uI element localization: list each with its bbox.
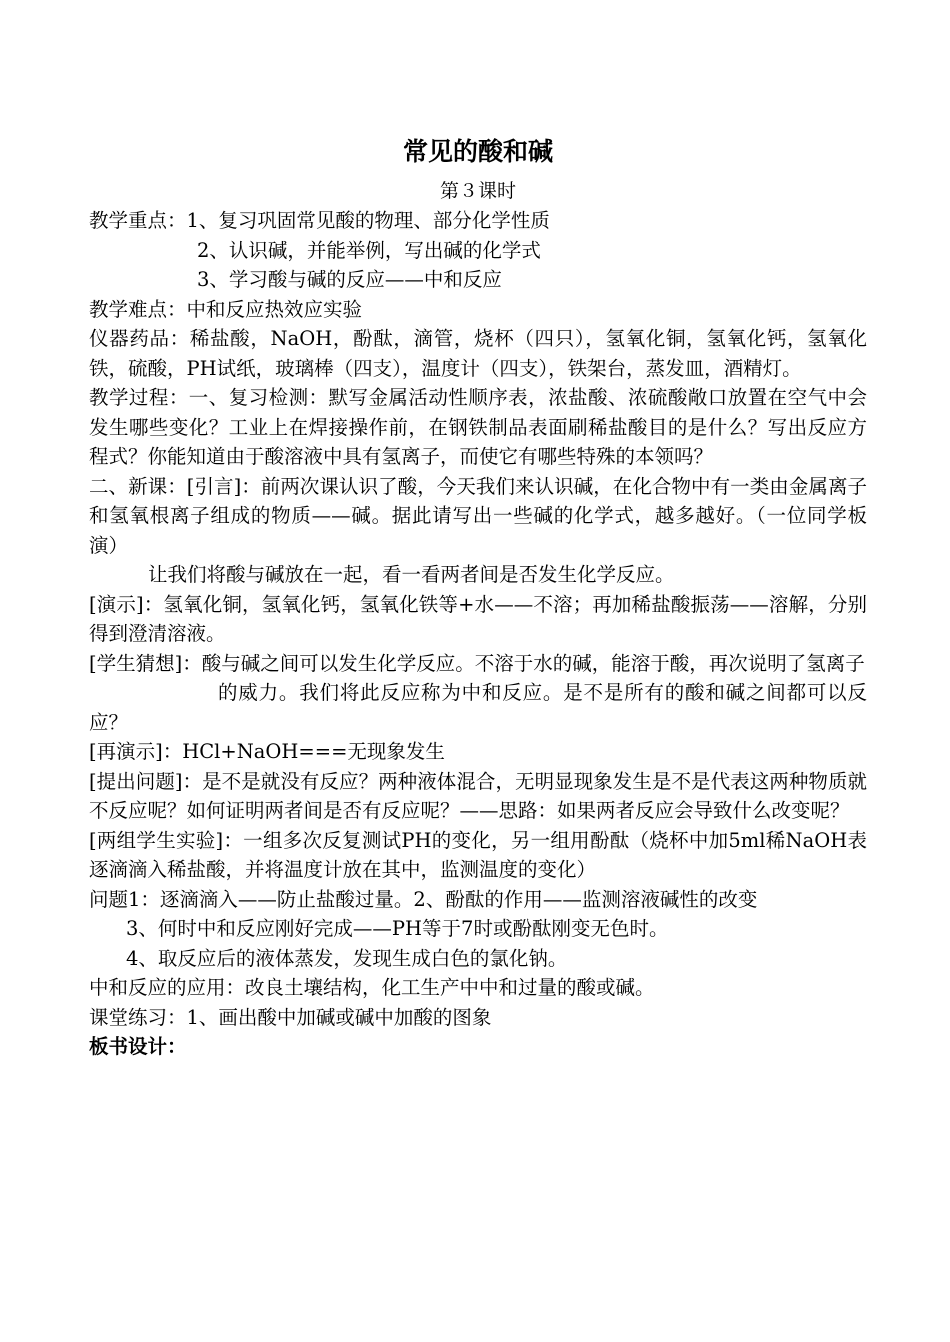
board-design-heading: 板书设计：	[89, 1035, 187, 1058]
problem-4-line: 4、取反应后的液体蒸发，发现生成白色的氯化钠。	[126, 946, 568, 970]
redemo-line: [再演示]：HCl+NaOH===无现象发生	[89, 740, 445, 763]
problem-3-line: 3、何时中和反应刚好完成——PH等于7时或酚酞刚变无色时。	[126, 917, 669, 940]
put-together-line: 让我们将酸与碱放在一起，看一看两者间是否发生化学反应。	[148, 563, 675, 586]
teaching-focus-2: 2、认识碱，并能举例，写出碱的化学式	[197, 238, 541, 262]
teaching-difficulty: 教学难点：中和反应热效应实验	[89, 297, 363, 321]
document-title: 常见的酸和碱	[402, 137, 553, 166]
document-page	[89, 128, 867, 1062]
teaching-focus-3: 3、学习酸与碱的反应——中和反应	[197, 268, 502, 291]
experiment-paragraph: [两组学生实验]：一组多次反复测试PH的变化，另一组用酚酞（烧杯中加5ml稀NaOH表逐滴滴入稀盐酸，并将温度计放在其中，监测温度的变化）	[89, 828, 867, 881]
exercise-line: 课堂练习：1、画出酸中加碱或碱中加酸的图象	[89, 1005, 492, 1029]
teaching-focus-1: 教学重点：1、复习巩固常见酸的物理、部分化学性质	[89, 209, 550, 232]
student-guess-paragraph: [学生猜想]：酸与碱之间可以发生化学反应。不溶于水的碱，能溶于酸，再次说明了氢离子	[89, 651, 865, 675]
student-guess-continuation: 的威力。我们将此反应称为中和反应。是不是所有的酸和碱之间都可以反应？	[89, 681, 867, 734]
materials-paragraph: 仪器药品：稀盐酸，NaOH，酚酞，滴管，烧杯（四只），氢氧化铜，氢氧化钙，氢氧化铁，硫酸，PH试纸，玻璃棒（四支），温度计（四支），铁架台，蒸发皿，酒精灯。	[89, 327, 867, 380]
question-paragraph: [提出问题]：是不是就没有反应？两种液体混合，无明显现象发生是不是代表这两种物质就不反应呢？如何证明两者间是否有反应呢？——思路：如果两者反应会导致什么改变呢？	[89, 769, 867, 822]
teaching-process-paragraph: 教学过程：一、复习检测：默写金属活动性顺序表，浓盐酸、浓硫酸敞口放置在空气中会发生哪些变化？工业上在焊接操作前，在钢铁制品表面刷稀盐酸目的是什么？写出反应方程式？你能知道由于酸溶液中具有氢离子，而使它有哪些特殊的本领吗？	[89, 386, 867, 468]
problem-1-line: 问题1：逐滴滴入——防止盐酸过量。2、酚酞的作用——监测溶液碱性的改变	[89, 887, 758, 911]
application-line: 中和反应的应用：改良土壤结构，化工生产中中和过量的酸或碱。	[89, 976, 655, 999]
demo-paragraph: [演示]：氢氧化铜，氢氧化钙，氢氧化铁等+水——不溶；再加稀盐酸振荡——溶解，分别得到澄清溶液。	[89, 592, 867, 645]
document-subtitle: 第３课时	[439, 180, 516, 202]
new-lesson-paragraph: 二、新课：[引言]：前两次课认识了酸，今天我们来认识碱，在化合物中有一类由金属离子和氢氧根离子组成的物质——碱。据此请写出一些碱的化学式，越多越好。（一位同学板演）	[89, 474, 867, 557]
